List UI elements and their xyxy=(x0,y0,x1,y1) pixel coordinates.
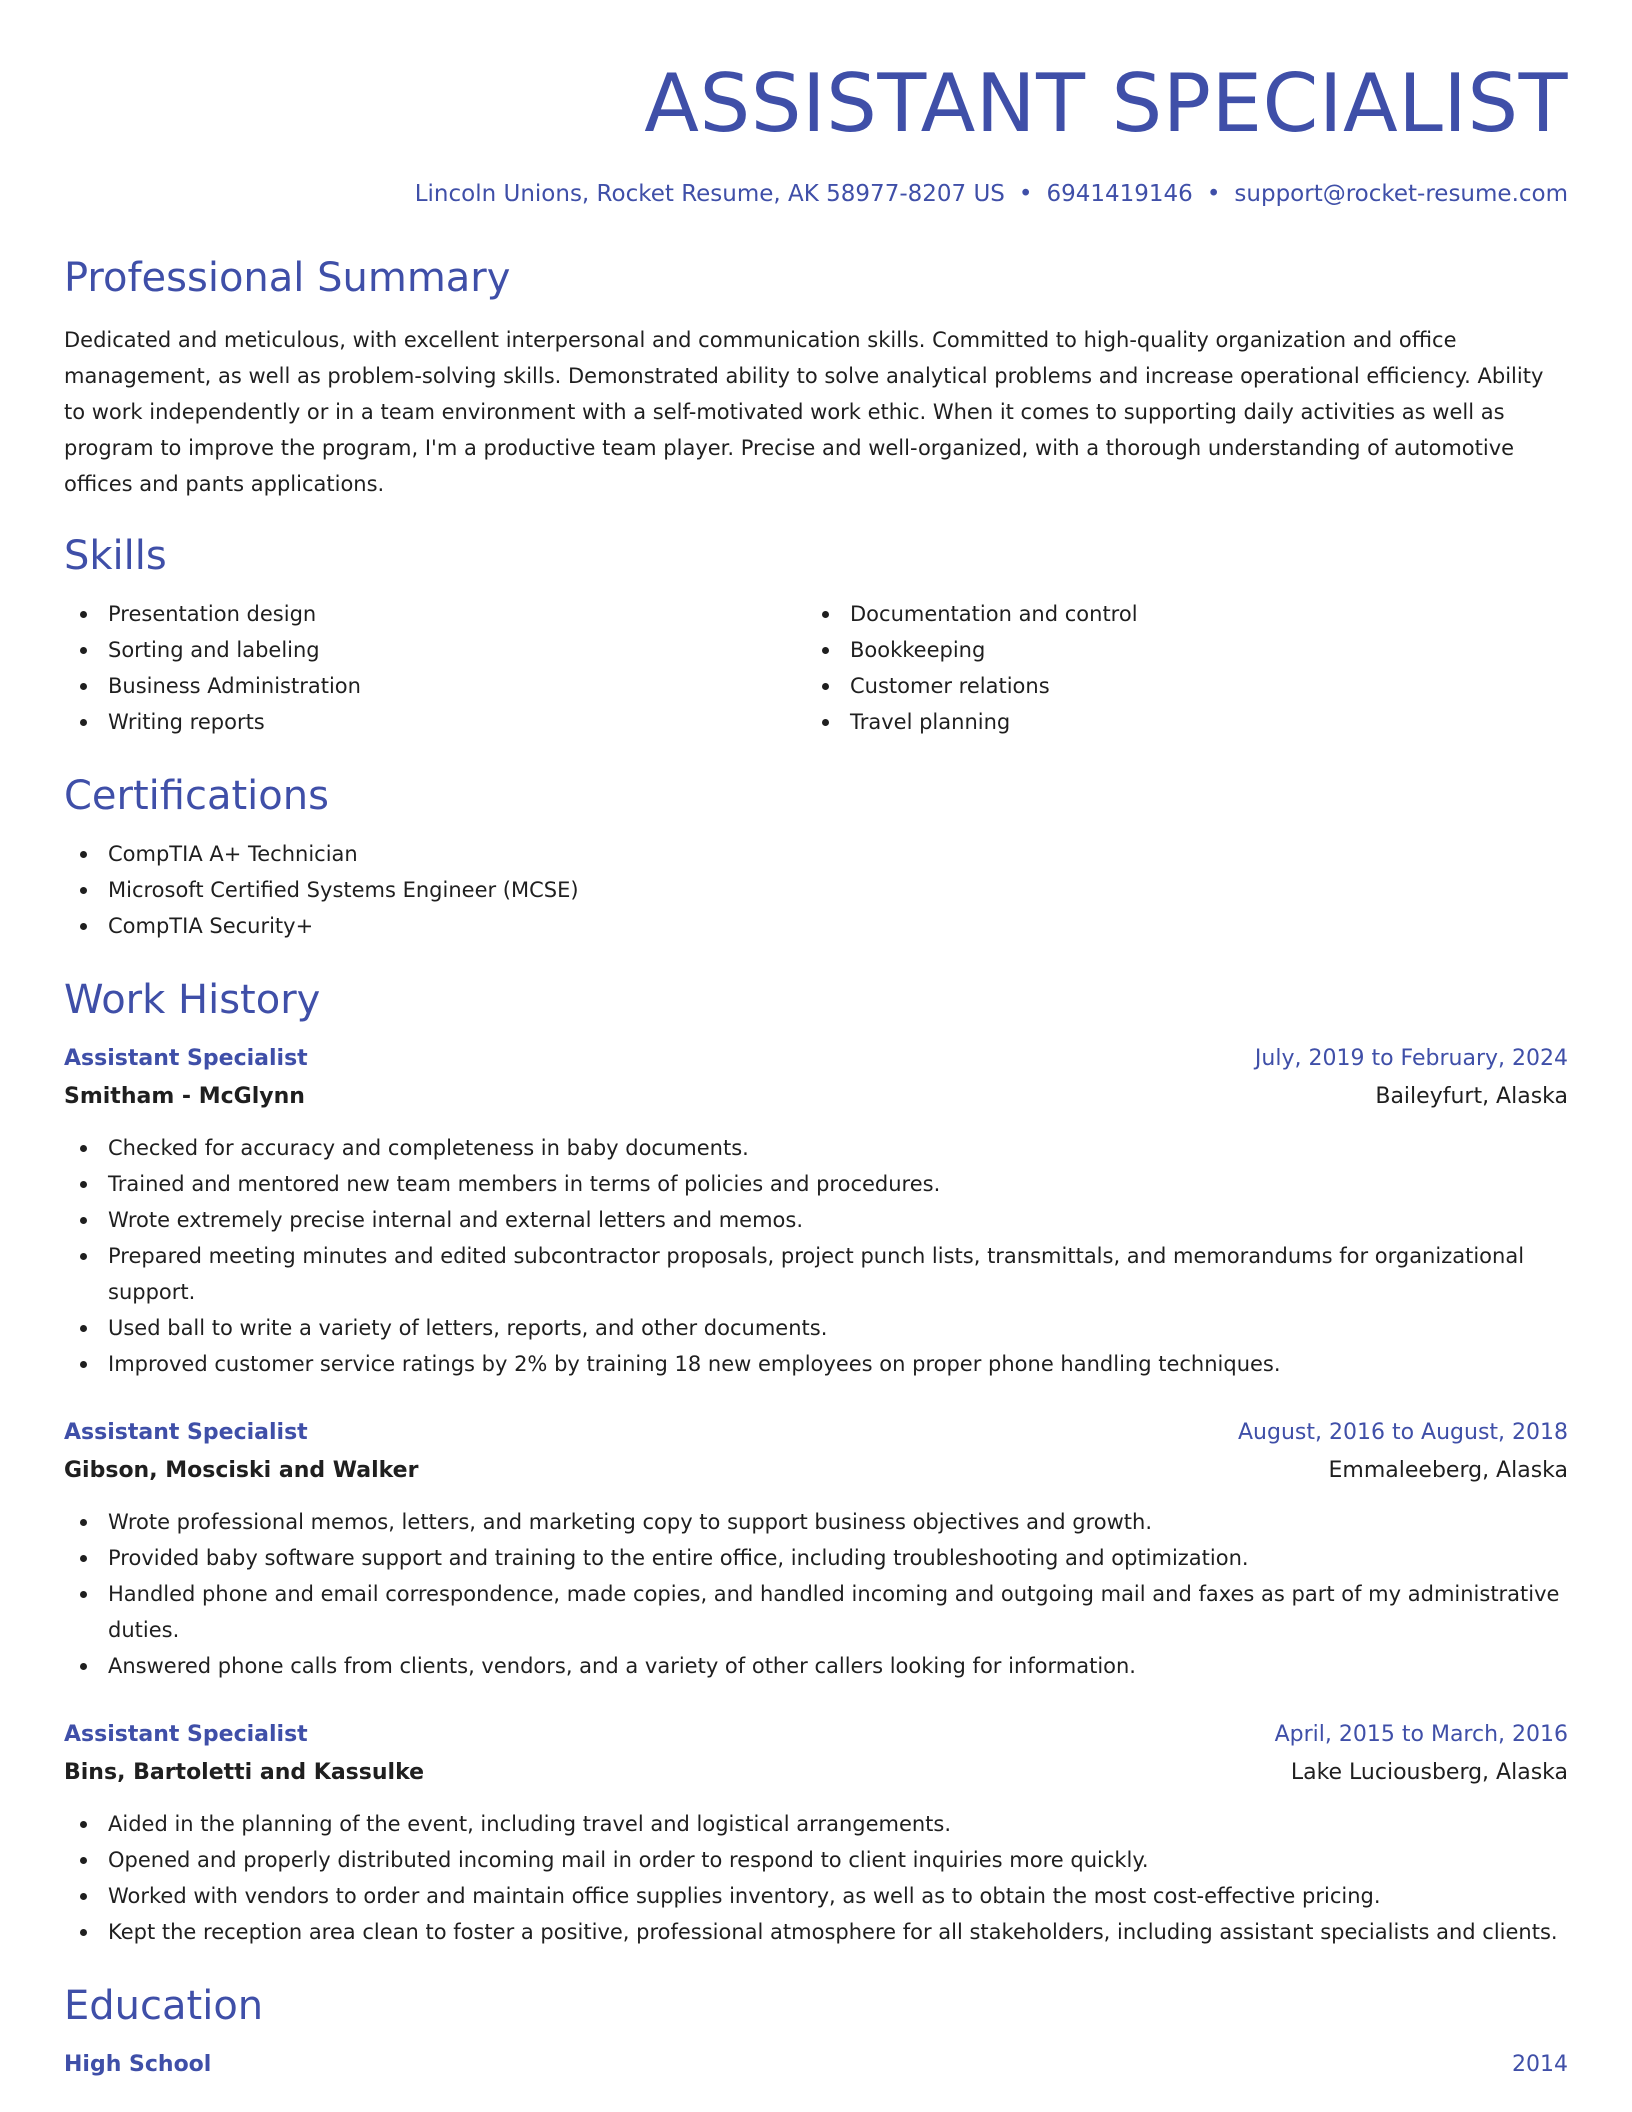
education-year: 2014 xyxy=(1512,2052,1568,2077)
job-location: Emmaleeberg, Alaska xyxy=(1328,1458,1568,1483)
job-bullet-text: Checked for accuracy and completeness in baby documents. xyxy=(108,1136,749,1160)
education-row xyxy=(64,2046,1568,2084)
bullet-icon xyxy=(80,1145,87,1152)
summary-heading: Professional Summary xyxy=(64,255,511,301)
job-bullet-text: Wrote extremely precise internal and external letters and memos. xyxy=(108,1208,804,1232)
job-header-row xyxy=(64,1414,1568,1452)
education-section xyxy=(64,1978,1568,2084)
bullet-icon xyxy=(80,1821,87,1828)
job-entry xyxy=(64,1040,1568,1382)
skill-item xyxy=(64,668,806,704)
contact-separator: • xyxy=(1018,181,1033,207)
skill-label: Presentation design xyxy=(108,602,317,626)
skills-list-right xyxy=(806,596,1548,740)
job-bullet-text: Wrote professional memos, letters, and marketing copy to support business objectives and growth. xyxy=(108,1510,1153,1534)
bullet-icon xyxy=(822,719,829,726)
bullet-icon xyxy=(80,851,87,858)
certification-label: CompTIA A+ Technician xyxy=(108,842,358,866)
bullet-icon xyxy=(80,1181,87,1188)
job-subheader-row xyxy=(64,1754,1568,1792)
bullet-icon xyxy=(80,1253,87,1260)
skill-item xyxy=(806,632,1548,668)
education-heading: Education xyxy=(64,1983,264,2029)
skill-label: Travel planning xyxy=(850,710,1011,734)
certifications-section xyxy=(64,768,1568,944)
summary-text: Dedicated and meticulous, with excellent interpersonal and communication skills. Committed to high-quality organization and office management, as well as problem-solving skills. Demonstrated ability to solve analytical problems and increase operational efficiency. Ability to work independently or in a team environment with a self-motivated work ethic. When it comes to supporting daily activities as well as program to improve the program, I'm a productive team player. Precise and well-organized, with a thorough understanding of automotive offices and pants applications. xyxy=(64,328,1544,496)
skill-label: Customer relations xyxy=(850,674,1050,698)
bullet-icon xyxy=(80,1555,87,1562)
skill-label: Business Administration xyxy=(108,674,361,698)
job-bullet xyxy=(64,1504,1568,1540)
bullet-icon xyxy=(822,647,829,654)
job-dates: August, 2016 to August, 2018 xyxy=(1238,1420,1568,1445)
job-bullet-text: Answered phone calls from clients, vendors, and a variety of other callers looking for information. xyxy=(108,1654,1136,1678)
job-bullets xyxy=(64,1130,1568,1382)
certification-label: Microsoft Certified Systems Engineer (MCSE) xyxy=(108,878,579,902)
bullet-icon xyxy=(80,683,87,690)
job-title: Assistant Specialist xyxy=(64,1046,308,1071)
job-bullet-text: Aided in the planning of the event, including travel and logistical arrangements. xyxy=(108,1812,952,1836)
resume-page xyxy=(64,0,1568,2084)
skill-label: Sorting and labeling xyxy=(108,638,320,662)
certification-item xyxy=(64,836,1568,872)
job-location: Lake Luciousberg, Alaska xyxy=(1290,1760,1568,1785)
job-entry xyxy=(64,1414,1568,1684)
job-bullet-text: Used ball to write a variety of letters, reports, and other documents. xyxy=(108,1316,828,1340)
summary-section xyxy=(64,250,1568,502)
job-dates: April, 2015 to March, 2016 xyxy=(1274,1722,1568,1747)
job-location: Baileyfurt, Alaska xyxy=(1375,1084,1568,1109)
skills-heading: Skills xyxy=(64,533,167,579)
skills-section xyxy=(64,528,1568,740)
job-bullet xyxy=(64,1914,1568,1950)
resume-title: ASSISTANT SPECIALIST xyxy=(644,57,1568,150)
bullet-icon xyxy=(80,611,87,618)
bullet-icon xyxy=(80,1893,87,1900)
job-company: Bins, Bartoletti and Kassulke xyxy=(64,1760,425,1785)
job-subheader-row xyxy=(64,1452,1568,1490)
skill-item xyxy=(64,704,806,740)
job-bullet-text: Handled phone and email correspondence, made copies, and handled incoming and outgoing mail and faxes as part of my administrative duties. xyxy=(108,1582,1560,1642)
bullet-icon xyxy=(80,1663,87,1670)
job-header-row xyxy=(64,1040,1568,1078)
job-bullets xyxy=(64,1806,1568,1950)
job-bullet-text: Prepared meeting minutes and edited subcontractor proposals, project punch lists, transmittals, and memorandums for organizational support. xyxy=(108,1244,1525,1304)
job-bullet xyxy=(64,1576,1568,1648)
skill-item xyxy=(64,632,806,668)
bullet-icon xyxy=(80,1325,87,1332)
job-bullet xyxy=(64,1202,1568,1238)
bullet-icon xyxy=(80,1857,87,1864)
job-bullet xyxy=(64,1130,1568,1166)
skill-label: Writing reports xyxy=(108,710,265,734)
job-dates: July, 2019 to February, 2024 xyxy=(1254,1046,1568,1071)
skill-label: Documentation and control xyxy=(850,602,1138,626)
certification-label: CompTIA Security+ xyxy=(108,914,314,938)
job-bullets xyxy=(64,1504,1568,1684)
bullet-icon xyxy=(80,647,87,654)
job-title: Assistant Specialist xyxy=(64,1420,308,1445)
job-subheader-row xyxy=(64,1078,1568,1116)
job-company: Gibson, Mosciski and Walker xyxy=(64,1458,419,1483)
job-bullet xyxy=(64,1540,1568,1576)
bullet-icon xyxy=(80,1519,87,1526)
job-bullet xyxy=(64,1878,1568,1914)
job-bullet-text: Kept the reception area clean to foster a positive, professional atmosphere for all stakeholders, including assistant specialists and clients. xyxy=(108,1920,1558,1944)
contact-line xyxy=(64,178,1568,210)
skill-item xyxy=(64,596,806,632)
bullet-icon xyxy=(80,887,87,894)
skill-label: Bookkeeping xyxy=(850,638,986,662)
certifications-list xyxy=(64,836,1568,944)
job-bullet-text: Provided baby software support and training to the entire office, including troubleshooting and optimization. xyxy=(108,1546,1249,1570)
job-bullet xyxy=(64,1166,1568,1202)
job-bullet xyxy=(64,1238,1568,1310)
bullet-icon xyxy=(822,611,829,618)
skill-item xyxy=(806,704,1548,740)
job-bullet xyxy=(64,1346,1568,1382)
job-bullet xyxy=(64,1648,1568,1684)
skills-grid xyxy=(64,596,1568,740)
bullet-icon xyxy=(80,923,87,930)
job-bullet-text: Improved customer service ratings by 2% by training 18 new employees on proper phone handling techniques. xyxy=(108,1352,1281,1376)
job-bullet-text: Opened and properly distributed incoming mail in order to respond to client inquiries more quickly. xyxy=(108,1848,1149,1872)
certification-item xyxy=(64,872,1568,908)
work-history-section xyxy=(64,972,1568,1950)
job-bullet xyxy=(64,1310,1568,1346)
skill-item xyxy=(806,668,1548,704)
job-entry xyxy=(64,1716,1568,1950)
bullet-icon xyxy=(80,1361,87,1368)
certifications-heading: Certifications xyxy=(64,773,329,819)
skills-list-left xyxy=(64,596,806,740)
job-company: Smitham - McGlynn xyxy=(64,1084,305,1109)
bullet-icon xyxy=(80,1591,87,1598)
bullet-icon xyxy=(80,719,87,726)
bullet-icon xyxy=(822,683,829,690)
job-title: Assistant Specialist xyxy=(64,1722,308,1747)
job-header-row xyxy=(64,1716,1568,1754)
job-bullet xyxy=(64,1806,1568,1842)
education-degree: High School xyxy=(64,2052,212,2077)
job-bullet-text: Trained and mentored new team members in terms of policies and procedures. xyxy=(108,1172,941,1196)
bullet-icon xyxy=(80,1217,87,1224)
certification-item xyxy=(64,908,1568,944)
skill-item xyxy=(806,596,1548,632)
job-bullet-text: Worked with vendors to order and maintain office supplies inventory, as well as to obtain the most cost-effective pricing. xyxy=(108,1884,1381,1908)
contact-separator: • xyxy=(1206,181,1221,207)
job-bullet xyxy=(64,1842,1568,1878)
contact-email[interactable]: support@rocket-resume.com xyxy=(1234,181,1568,207)
bullet-icon xyxy=(80,1929,87,1936)
contact-phone: 6941419146 xyxy=(1046,181,1193,207)
contact-address: Lincoln Unions, Rocket Resume, AK 58977-8207 US xyxy=(414,181,1005,207)
work-history-heading: Work History xyxy=(64,977,321,1023)
